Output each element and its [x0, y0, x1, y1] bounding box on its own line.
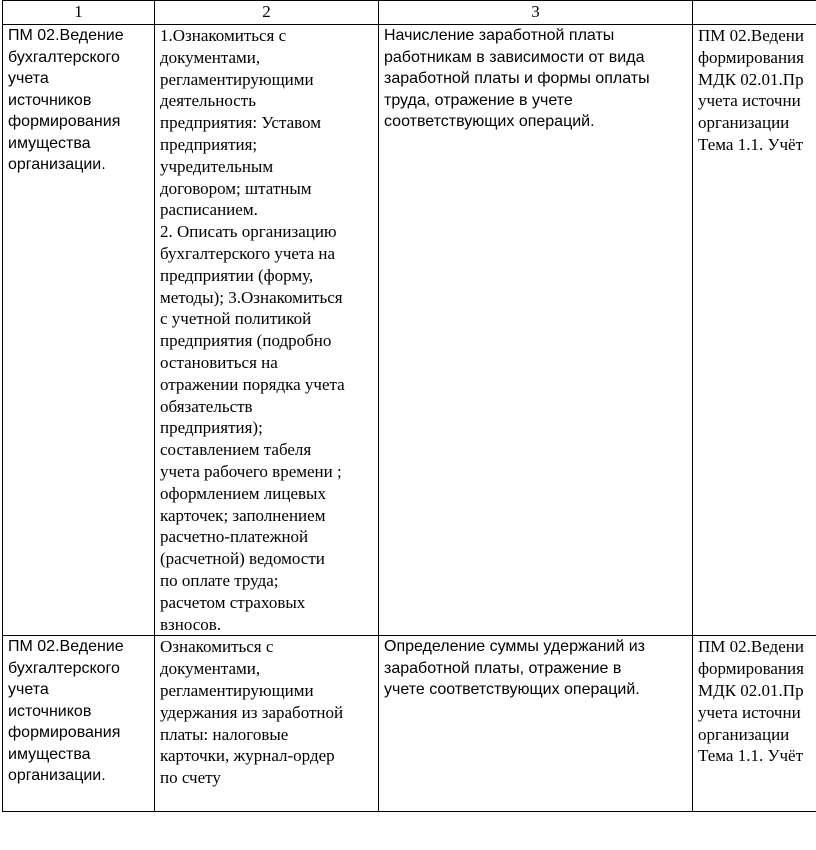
description-text: Начисление заработной платы работникам в зависимости от вида заработной платы и формы оплаты труда, отражение в учете соответствующих операций. [384, 27, 650, 130]
header-col-1: 1 [3, 1, 155, 25]
header-col-3: 3 [379, 1, 693, 25]
module-cell [3, 636, 155, 812]
table-row [3, 25, 816, 636]
tasks-cell [155, 25, 379, 636]
reference-cell [693, 25, 816, 636]
practice-table [2, 0, 816, 812]
reference-cell [693, 636, 816, 812]
header-col-2: 2 [155, 1, 379, 25]
module-cell [3, 25, 155, 636]
description-cell [379, 25, 693, 636]
reference-text: ПМ 02.Ведени формирования МДК 02.01.Пр учета источни организации Тема 1.1. Учёт [698, 26, 804, 154]
header-col-4 [693, 1, 816, 25]
table-header-row [3, 1, 816, 25]
tasks-text: 1.Ознакомиться с документами, регламентирующими деятельность предприятия: Уставом предприятия; учредительным договором; штатным расписанием. 2. Описать организацию бухгалтерского учета на предприятии (форму, методы); 3.Ознакомиться с учетной политикой предприятия (подробно остановиться на отражении порядка учета обязательств предприятия); составлением табеля учета рабочего времени ; оформлением лицевых карточек; заполнением расчетно-платежной (расчетной) ведомости по оплате труда; расчетом страховых взносов. [160, 26, 345, 634]
tasks-text: Ознакомиться с документами, регламентирующими удержания из заработной платы: налоговые карточки, журнал-ордер по счету [160, 637, 344, 788]
module-text: ПМ 02.Ведение бухгалтерского учета источников формирования имущества организации. [8, 638, 124, 785]
table-row [3, 636, 816, 812]
reference-text: ПМ 02.Ведени формирования МДК 02.01.Пр учета источни организации Тема 1.1. Учёт [698, 637, 804, 766]
description-text: Определение суммы удержаний из заработной платы, отражение в учете соответствующих операций. [384, 638, 646, 699]
module-text: ПМ 02.Ведение бухгалтерского учета источников формирования имущества организации. [8, 27, 124, 173]
tasks-cell [155, 636, 379, 812]
description-cell [379, 636, 693, 812]
